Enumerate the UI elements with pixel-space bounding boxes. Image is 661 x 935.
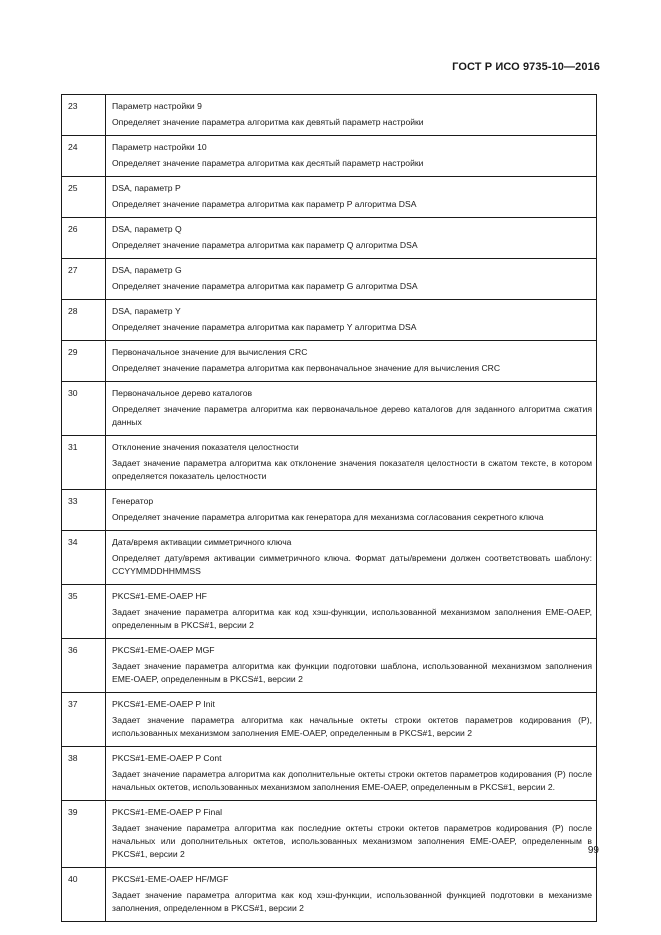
code-title: Первоначальное дерево каталогов xyxy=(112,388,253,398)
code-description-cell xyxy=(106,95,597,136)
code-number: 26 xyxy=(62,218,106,259)
code-number: 33 xyxy=(62,490,106,531)
code-number: 35 xyxy=(62,585,106,639)
code-description: Задает значение параметра алгоритма как отклонение значения показателя целостности в сжатом тексте, в котором определяется показатель целостности xyxy=(112,458,592,481)
code-description: Определяет дату/время активации симметричного ключа. Формат даты/времени должен соответствовать шаблону: CCYYMMDDHHMMSS xyxy=(112,553,592,576)
table-row xyxy=(62,747,597,801)
code-description: Определяет значение параметра алгоритма как десятый параметр настройки xyxy=(112,158,424,168)
code-description-cell xyxy=(106,639,597,693)
code-description: Задает значение параметра алгоритма как код хэш-функции, использованной механизмом заполнения EME-OAEP, определенным в PKCS#1, версии 2 xyxy=(112,607,592,630)
code-description-cell xyxy=(106,436,597,490)
code-description: Определяет значение параметра алгоритма как генератора для механизма согласования секретного ключа xyxy=(112,512,544,522)
code-title: Параметр настройки 10 xyxy=(112,142,207,152)
code-title: PKCS#1-EME-OAEP P Final xyxy=(112,807,223,817)
code-title: PKCS#1-EME-OAEP P Cont xyxy=(112,753,222,763)
code-description: Определяет значение параметра алгоритма как первоначальное дерево каталогов для заданного алгоритма сжатия данных xyxy=(112,404,592,427)
code-description-cell xyxy=(106,693,597,747)
code-description: Задает значение параметра алгоритма как функции подготовки шаблона, использованной механизмом заполнения EME-OAEP, определенным в PKCS#1, версии 2 xyxy=(112,661,592,684)
code-description-cell xyxy=(106,531,597,585)
code-description-cell xyxy=(106,136,597,177)
code-number: 39 xyxy=(62,801,106,868)
code-description-cell xyxy=(106,585,597,639)
code-description-cell xyxy=(106,218,597,259)
table-row xyxy=(62,585,597,639)
code-number: 24 xyxy=(62,136,106,177)
table-row xyxy=(62,259,597,300)
code-number: 23 xyxy=(62,95,106,136)
table-row xyxy=(62,490,597,531)
code-description-cell xyxy=(106,747,597,801)
table-row xyxy=(62,177,597,218)
code-description: Задает значение параметра алгоритма как последние октеты строки октетов параметров кодирования (P) после начальных или дополнительных октетов, использованных механизмом заполнения EME-OAEP, определенным в PKCS#1, версии 2 xyxy=(112,823,592,859)
code-number: 36 xyxy=(62,639,106,693)
table-row xyxy=(62,436,597,490)
table-row xyxy=(62,382,597,436)
code-number: 34 xyxy=(62,531,106,585)
code-title: PKCS#1-EME-OAEP HF/MGF xyxy=(112,874,229,884)
code-description: Определяет значение параметра алгоритма как первоначальное значение для вычисления CRC xyxy=(112,363,501,373)
table-row xyxy=(62,218,597,259)
code-number: 31 xyxy=(62,436,106,490)
code-description: Определяет значение параметра алгоритма как параметр P алгоритма DSA xyxy=(112,199,417,209)
code-title: PKCS#1-EME-OAEP MGF xyxy=(112,645,215,655)
code-description-cell xyxy=(106,490,597,531)
table-row xyxy=(62,95,597,136)
table-row xyxy=(62,801,597,868)
table-row xyxy=(62,868,597,922)
code-title: PKCS#1-EME-OAEP P Init xyxy=(112,699,215,709)
code-title: Генератор xyxy=(112,496,154,506)
table-row xyxy=(62,639,597,693)
code-number: 40 xyxy=(62,868,106,922)
code-description: Задает значение параметра алгоритма как начальные октеты строки октетов параметров кодирования (P), использованных механизмом заполнения EME-OAEP, определенным в PKCS#1, версии 2 xyxy=(112,715,592,738)
code-title: DSA, параметр Q xyxy=(112,224,182,234)
code-description-cell xyxy=(106,300,597,341)
code-title: DSA, параметр Y xyxy=(112,306,181,316)
table-row xyxy=(62,136,597,177)
code-description: Определяет значение параметра алгоритма как параметр Q алгоритма DSA xyxy=(112,240,418,250)
code-values-table xyxy=(61,94,597,922)
code-number: 28 xyxy=(62,300,106,341)
document-code: ГОСТ Р ИСО 9735-10—2016 xyxy=(452,61,600,73)
code-number: 25 xyxy=(62,177,106,218)
code-title: DSA, параметр G xyxy=(112,265,182,275)
code-description: Определяет значение параметра алгоритма как параметр Y алгоритма DSA xyxy=(112,322,417,332)
table-row xyxy=(62,341,597,382)
table-row xyxy=(62,531,597,585)
code-title: Отклонение значения показателя целостности xyxy=(112,442,299,452)
code-number: 29 xyxy=(62,341,106,382)
page-number: 99 xyxy=(587,845,599,856)
code-description: Задает значение параметра алгоритма как код хэш-функции, использованной функцией подготовки в механизме заполнения, определенном в PKCS#1, версии 2 xyxy=(112,890,592,913)
code-description: Определяет значение параметра алгоритма как параметр G алгоритма DSA xyxy=(112,281,418,291)
code-title: DSA, параметр P xyxy=(112,183,181,193)
code-description-cell xyxy=(106,259,597,300)
code-title: Первоначальное значение для вычисления CRC xyxy=(112,347,308,357)
code-number: 27 xyxy=(62,259,106,300)
table-row xyxy=(62,693,597,747)
table-row xyxy=(62,300,597,341)
table-body xyxy=(62,95,597,922)
code-number: 38 xyxy=(62,747,106,801)
code-description-cell xyxy=(106,341,597,382)
code-title: Параметр настройки 9 xyxy=(112,101,202,111)
code-number: 30 xyxy=(62,382,106,436)
code-number: 37 xyxy=(62,693,106,747)
code-description-cell xyxy=(106,801,597,868)
code-title: PKCS#1-EME-OAEP HF xyxy=(112,591,207,601)
code-description-cell xyxy=(106,382,597,436)
code-description: Определяет значение параметра алгоритма как девятый параметр настройки xyxy=(112,117,424,127)
code-description-cell xyxy=(106,177,597,218)
code-description: Задает значение параметра алгоритма как дополнительные октеты строки октетов параметров кодирования (P) после начальных октетов, использованных механизмом заполнения EME-OAEP, определенным в PKCS#1, версии 2. xyxy=(112,769,592,792)
code-description-cell xyxy=(106,868,597,922)
code-title: Дата/время активации симметричного ключа xyxy=(112,537,292,547)
